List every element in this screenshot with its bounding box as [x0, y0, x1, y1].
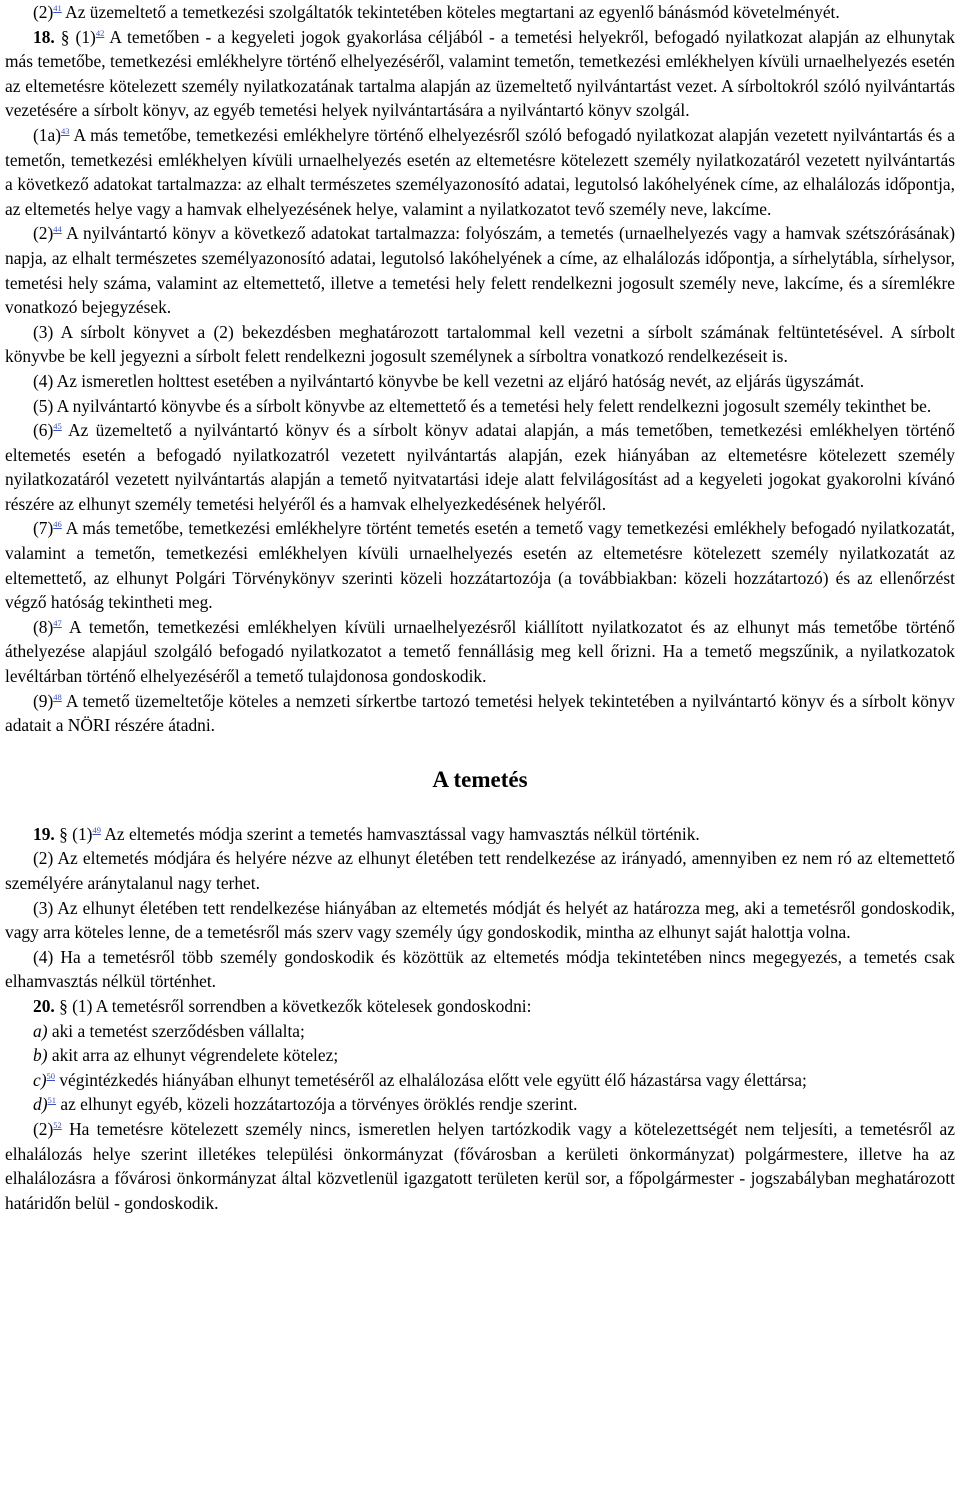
paragraph-text: A temető üzemeltetője köteles a nemzeti sírkertbe tartozó temetési helyek tekintetében a nyilvántartó könyv és a sírbolt könyv adatait a NÖRI részére átadni.	[5, 690, 955, 736]
paragraph	[5, 822, 955, 847]
paragraph-text: A más temetőbe, temetkezési emlékhelyre történt temetés esetén a temető vagy temetkezési emlékhely befogadó nyilatkozatát, valamint a temetőn, temetkezési emlékhelyen kívüli urnaelhelyezés esetén az eltemetésre kötelezett személy nyilatkozatát az eltemettető, az elhunyt Polgári Törvénykönyv szerinti közeli hozzátartozója (a továbbiakban: közeli hozzátartozó) és az ellenőrzést végző hatóság tekintheti meg.	[5, 518, 955, 613]
footnote-link[interactable]: 49	[92, 824, 101, 835]
paragraph-label: (7)	[33, 518, 54, 539]
paragraph-text: akit arra az elhunyt végrendelete kötelez;	[47, 1045, 339, 1066]
legal-document	[5, 0, 955, 1215]
list-item-letter: b)	[33, 1045, 48, 1066]
paragraph	[5, 221, 955, 319]
footnote-link[interactable]: 50	[46, 1070, 56, 1081]
paragraph	[5, 896, 955, 945]
paragraph-text: A más temetőbe, temetkezési emlékhelyre történő elhelyezésről szóló befogadó nyilatkozat alapján vezetett nyilvántartás és a temetőn, temetkezési emlékhelyen kívüli urnaelhelyezés esetén az eltemetésre kötelezett személy nyilatkozatáról vezetett nyilvántartás a következő adatokat tartalmazza: az elhalt természetes személyazonosító adatai, legutolsó lakóhelyének címe, az elhalálozás időpontja, az eltemetés helye vagy a hamvak elhelyezésének helye, valamint a nyilatkozatot tevő személy neve, lakcíme.	[5, 124, 955, 219]
footnote-link[interactable]: 44	[53, 224, 62, 235]
paragraph	[5, 994, 955, 1019]
list-item-letter: c)	[33, 1069, 47, 1090]
section-number: 18.	[33, 26, 55, 47]
paragraph-text: az elhunyt egyéb, közeli hozzátartozója a törvényes öröklés rendje szerint.	[56, 1094, 578, 1115]
paragraph-label: (2)	[33, 2, 54, 22]
paragraph	[5, 1092, 955, 1117]
paragraph-label: (6)	[33, 420, 54, 441]
paragraph-text: A temetőben - a kegyeleti jogok gyakorlása céljából - a temetési helyekről, befogadó nyilatkozat alapján az elhunytak más temetőbe, temetkezési emlékhelyre történő elhelyezéséről, valamint temetőn, temetkezési emlékhelyen kívüli urnaelhelyezés esetén az eltemetésre kötelezett személy nyilatkozatának tartalma alapján az üzemeltető nyilvántartást vezet. A sírboltokról szóló nyilvántartás vezetésére a sírbolt könyv, az egyéb temetési helyek nyilvántartására a nyilvántartó könyv szolgál.	[5, 26, 955, 121]
paragraph	[5, 1043, 955, 1068]
footnote-link[interactable]: 47	[53, 617, 62, 628]
paragraph	[5, 25, 955, 123]
list-item-letter: a)	[33, 1020, 48, 1041]
paragraph-text: aki a temetést szerződésben vállalta;	[47, 1020, 305, 1041]
paragraph-label: (8)	[33, 616, 54, 637]
paragraph	[5, 689, 955, 738]
paragraph-text: (5) A nyilvántartó könyvbe és a sírbolt könyvbe az eltemettető és a temetési hely felett rendelkezni jogosult személy tekinthet be.	[33, 395, 932, 416]
footnote-link[interactable]: 52	[53, 1119, 62, 1130]
footnote-link[interactable]: 51	[47, 1095, 56, 1106]
paragraph	[5, 418, 955, 516]
paragraph-text: (4) Ha a temetésről több személy gondoskodik és közöttük az eltemetés módja tekintetében nincs megegyezés, a temetés csak elhamvasztás nélkül történhet.	[5, 946, 955, 992]
paragraph-text: A temetőn, temetkezési emlékhelyen kívüli urnaelhelyezésről kiállított nyilatkozatot és az elhunyt más temetőbe történő áthelyezése alapjául szolgáló befogadó nyilatkozatot a temető fennállásig meg kell őrizni. Ha a temető megszűnik, a nyilatkozatok levéltárban történő elhelyezéséről a temető tulajdonosa gondoskodik.	[5, 616, 955, 687]
paragraph	[5, 0, 955, 25]
paragraph-label: § (1)	[59, 823, 93, 844]
paragraph	[5, 320, 955, 369]
section-18-paragraphs	[5, 0, 955, 738]
footnote-link[interactable]: 42	[95, 27, 105, 38]
paragraph-text: (3) Az elhunyt életében tett rendelkezése hiányában az eltemetés módját és helyét az határozza meg, aki a temetésről gondoskodik, vagy arra köteles lenne, de a temetésről más szerv vagy személy úgy gondoskodik, mintha az elhunyt saját halottja volna.	[5, 897, 955, 943]
paragraph	[5, 846, 955, 895]
paragraph-text: (3) A sírbolt könyvet a (2) bekezdésben meghatározott tartalommal kell vezetni a sírbolt számának feltüntetésével. A sírbolt könyvbe be kell jegyezni a sírbolt felett rendelkezni jogosult személynek a sírboltra vonatkozó rendelkezéseit is.	[5, 321, 955, 367]
paragraph-text: (4) Az ismeretlen holttest esetében a nyilvántartó könyvbe be kell vezetni az eljáró hatóság nevét, az eljárás ügyszámát.	[33, 370, 865, 391]
section-number: 20.	[33, 995, 55, 1016]
paragraph-text: Az eltemetés módja szerint a temetés hamvasztással vagy hamvasztás nélkül történik.	[100, 823, 700, 844]
section-19-20-paragraphs	[5, 822, 955, 1216]
footnote-link[interactable]: 43	[61, 125, 70, 136]
paragraph	[5, 394, 955, 419]
paragraph	[5, 945, 955, 994]
paragraph-label: (2)	[33, 1118, 54, 1139]
footnote-link[interactable]: 48	[53, 691, 62, 702]
paragraph-text: Ha temetésre kötelezett személy nincs, ismeretlen helyen tartózkodik vagy a kötelezettségét nem teljesíti, a temetésről az elhalálozás helye szerint illetékes települési önkormányzat (fővárosban a kerületi önkormányzat) polgármestere, illetve ha az elhalálozásra a fővárosi önkormányzat által közvetlenül igazgatott területen kerül sor, a főpolgármester - jogszabályban meghatározott határidőn belül - gondoskodik.	[5, 1118, 955, 1213]
paragraph-label: (2)	[33, 223, 54, 244]
paragraph-text: végintézkedés hiányában elhunyt temetéséről az elhalálozása előtt vele együtt élő házastársa vagy élettársa;	[55, 1069, 807, 1090]
section-number: 19.	[33, 823, 55, 844]
paragraph	[5, 123, 955, 221]
paragraph	[5, 1019, 955, 1044]
paragraph-text: A nyilvántartó könyv a következő adatokat tartalmazza: folyószám, a temetés (urnaelhelyezés vagy a hamvak szétszórásának) napja, az elhalt természetes személyazonosító adatai, legutolsó lakóhelyének a címe, az elhalálozás időpontja, a sírhelytábla, sírhelysor, temetési hely száma, valamint az eltemettető, illetve a temetési hely felett rendelkezni jogosult személy neve, lakcíme, és a síremlékre vonatkozó bejegyzések.	[5, 223, 955, 318]
section-heading: A temetés	[432, 766, 528, 792]
footnote-link[interactable]: 46	[53, 519, 62, 530]
paragraph-text: Az üzemeltető a temetkezési szolgáltatók tekintetében köteles megtartani az egyenlő bánásmód követelményét.	[61, 2, 840, 22]
paragraph	[5, 516, 955, 614]
footnote-link[interactable]: 41	[53, 3, 62, 13]
paragraph	[5, 615, 955, 689]
paragraph-label: (9)	[33, 690, 54, 711]
paragraph	[5, 369, 955, 394]
paragraph	[5, 1068, 955, 1093]
paragraph-text: Az üzemeltető a nyilvántartó könyv és a sírbolt könyv adatai alapján, a más temetőben, temetkezési emlékhelyen történő eltemetés esetén a befogadó nyilatkozatról vezetett nyilvántartás alapján, ezek hiányában az eltemetésre kötelezett személy nyilatkozatáról vezetett nyilvántartás alapján a temető nyitvatartási ideje alatt felvilágosítást ad a kegyeleti jogokat gyakorolni kívánó részére az elhunyt személy temetési helyéről és a hamvak elhelyezkedésének helyéről.	[5, 420, 955, 514]
paragraph-text: (2) Az eltemetés módjára és helyére nézve az elhunyt életében tett rendelkezése az irányadó, amennyiben ez nem ró az eltemettető személyére aránytalanul nagy terhet.	[5, 848, 955, 893]
paragraph-text: § (1) A temetésről sorrendben a következők kötelesek gondoskodni:	[54, 995, 532, 1016]
list-item-letter: d)	[33, 1094, 48, 1115]
paragraph-label: (1a)	[33, 124, 61, 145]
footnote-link[interactable]: 45	[53, 421, 62, 432]
paragraph-label: § (1)	[60, 26, 96, 47]
paragraph	[5, 1117, 955, 1215]
